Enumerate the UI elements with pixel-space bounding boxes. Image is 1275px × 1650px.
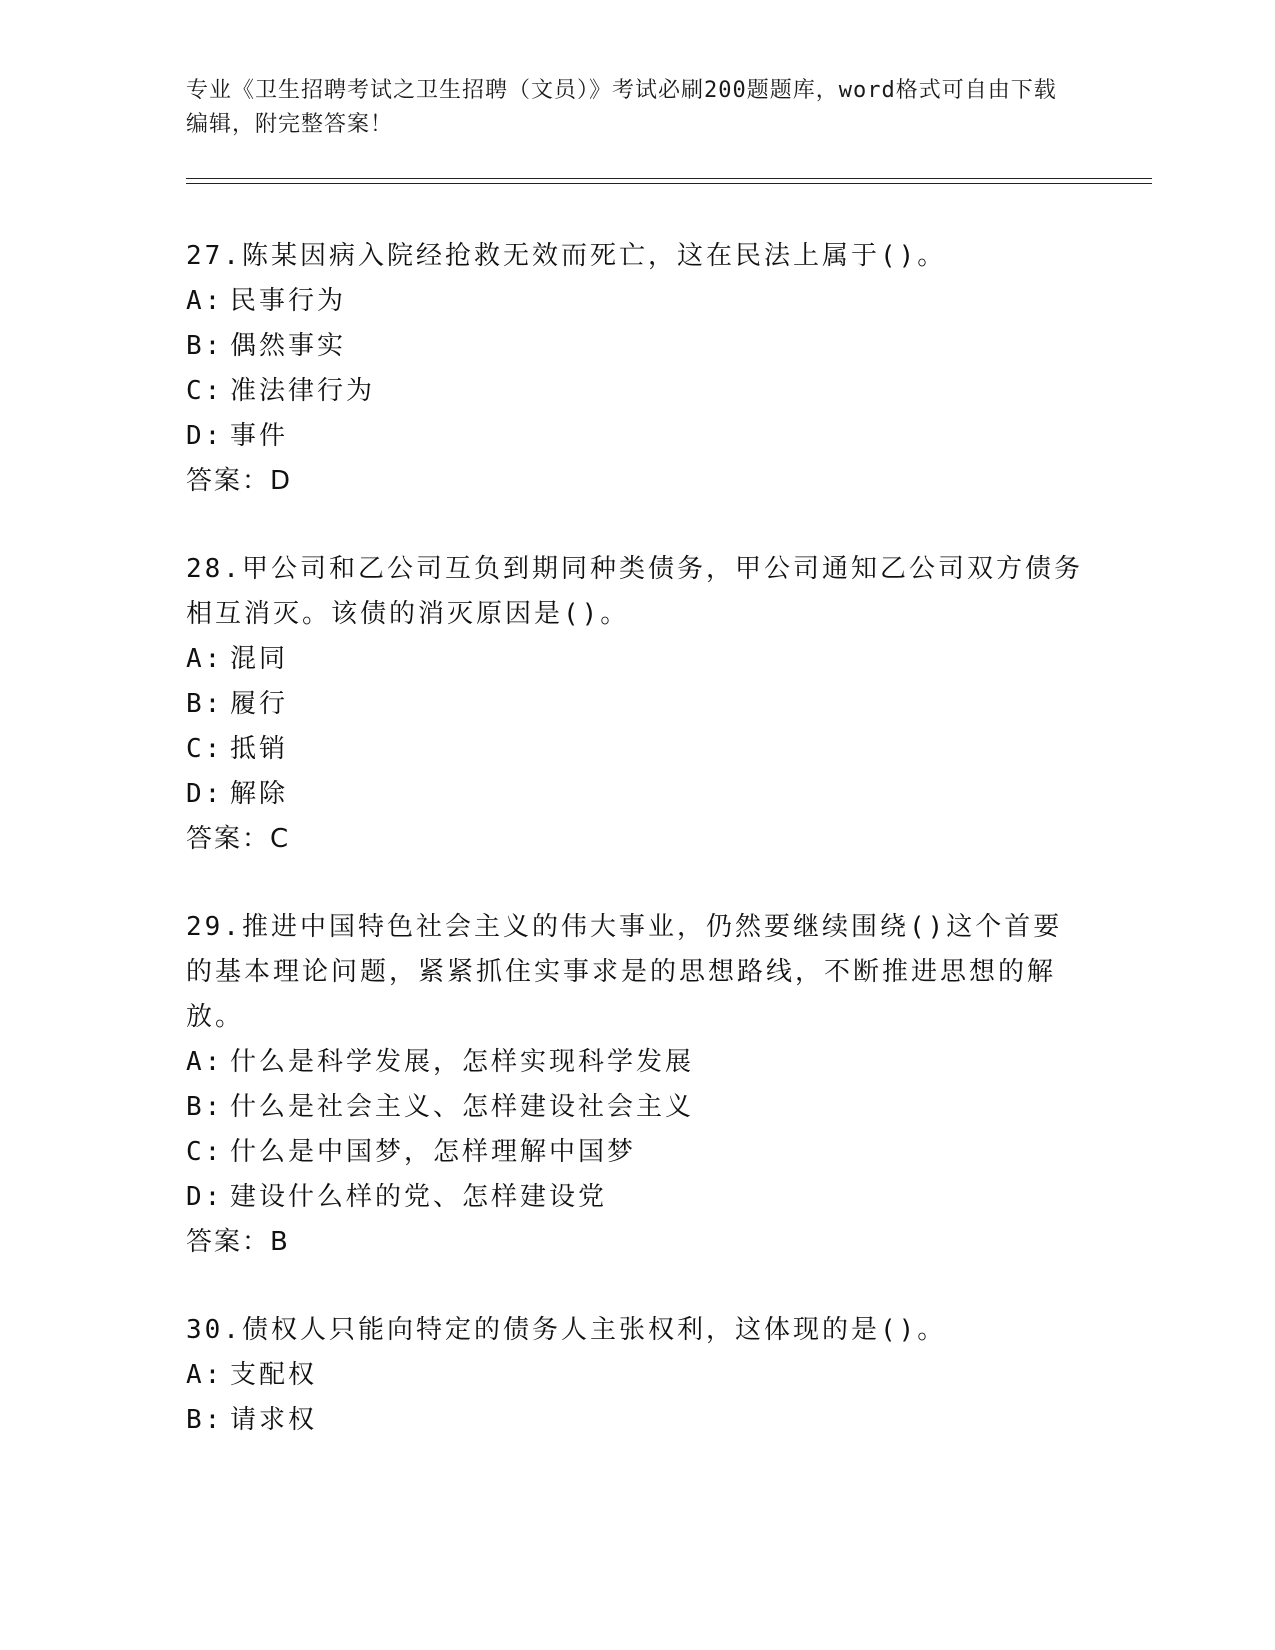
option-d [186,1175,1086,1220]
question-text: 28.甲公司和乙公司互负到期同种类债务，甲公司通知乙公司双方债务相互消灭。该债的消灭原因是()。 [186,554,1083,629]
option-text: 什么是社会主义、怎样建设社会主义 [230,1092,695,1122]
option-letter: A: [186,286,224,316]
option-text: 建设什么样的党、怎样建设党 [230,1182,608,1212]
option-letter: A: [186,1360,224,1390]
question-text: 27.陈某因病入院经抢救无效而死亡，这在民法上属于()。 [186,241,947,271]
option-text: 混同 [230,644,289,674]
header-divider-top [186,178,1152,179]
answer-label: 答案：B [186,1227,290,1257]
option-letter: D: [186,1182,224,1212]
option-letter: B: [186,331,224,361]
option-letter: C: [186,1137,224,1167]
question-28 [186,547,1086,862]
option-letter: D: [186,421,224,451]
option-c [186,369,1086,414]
question-30 [186,1308,1086,1443]
option-text: 准法律行为 [230,376,376,406]
option-c [186,1130,1086,1175]
option-text: 支配权 [230,1360,318,1390]
option-b [186,682,1086,727]
option-letter: B: [186,1092,224,1122]
option-b [186,1398,1086,1443]
option-letter: B: [186,1405,224,1435]
answer-label: 答案：D [186,466,293,496]
option-text: 什么是科学发展，怎样实现科学发展 [230,1047,695,1077]
option-letter: B: [186,689,224,719]
answer-label: 答案：C [186,824,291,854]
option-a [186,1353,1086,1398]
option-text: 抵销 [230,734,289,764]
option-letter: A: [186,644,224,674]
question-text: 29.推进中国特色社会主义的伟大事业，仍然要继续围绕()这个首要的基本理论问题，紧紧抓住实事求是的思想路线，不断推进思想的解放。 [186,912,1063,1032]
option-a [186,1040,1086,1085]
question-text: 30.债权人只能向特定的债务人主张权利，这体现的是()。 [186,1315,947,1345]
header-divider-bottom [186,183,1152,184]
option-text: 民事行为 [230,286,347,316]
option-a [186,637,1086,682]
question-27 [186,234,1086,504]
document-intro: 专业《卫生招聘考试之卫生招聘（文员）》考试必刷200题题库，word格式可自由下载编辑，附完整答案！ [186,78,1057,137]
option-text: 解除 [230,779,289,809]
option-a [186,279,1086,324]
option-b [186,324,1086,369]
option-text: 什么是中国梦，怎样理解中国梦 [230,1137,637,1167]
option-letter: A: [186,1047,224,1077]
option-c [186,727,1086,772]
option-letter: D: [186,779,224,809]
option-letter: C: [186,376,224,406]
option-d [186,414,1086,459]
option-text: 履行 [230,689,289,719]
question-list [186,234,1086,1486]
option-d [186,772,1086,817]
option-text: 事件 [230,421,289,451]
option-b [186,1085,1086,1130]
option-text: 偶然事实 [230,331,347,361]
option-text: 请求权 [230,1405,318,1435]
option-letter: C: [186,734,224,764]
question-29 [186,905,1086,1265]
